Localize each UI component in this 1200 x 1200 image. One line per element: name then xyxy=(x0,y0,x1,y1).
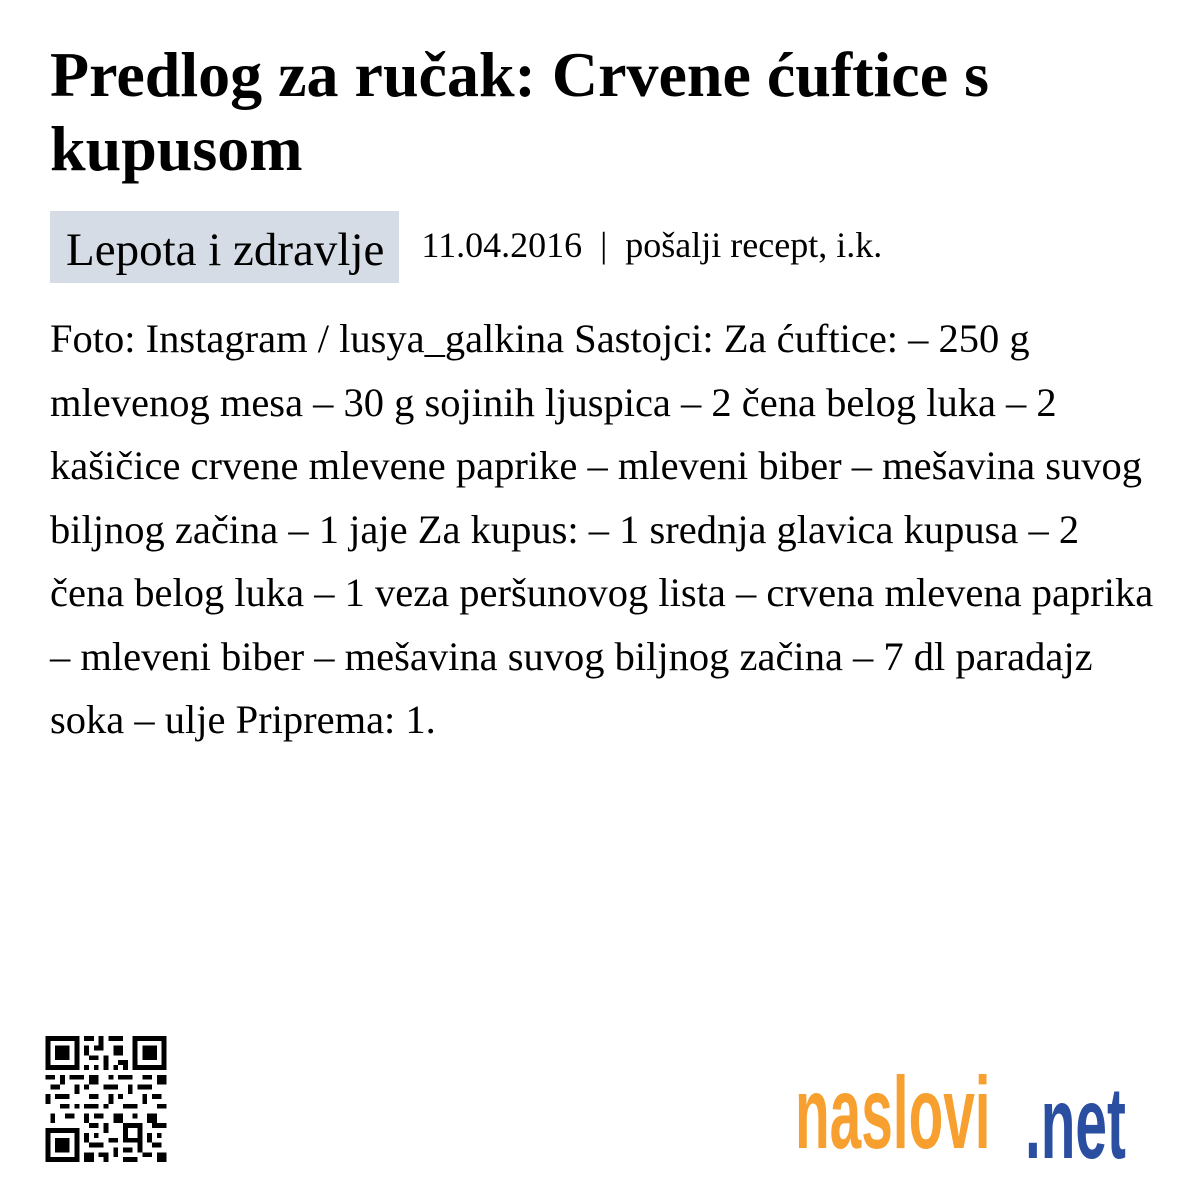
logo-text-net: .net xyxy=(1025,1065,1126,1172)
category-badge[interactable]: Lepota i zdravlje xyxy=(50,211,399,283)
article-date: 11.04.2016 xyxy=(421,225,583,265)
meta-separator: | xyxy=(600,225,608,265)
article-source: pošalji recept, i.k. xyxy=(625,225,883,265)
naslovi-net-logo[interactable] xyxy=(795,1052,1175,1172)
qr-code-icon xyxy=(45,1036,167,1162)
article-title: Predlog za ručak: Crvene ćuftice s kupusom xyxy=(50,39,989,184)
article-meta xyxy=(50,211,882,283)
article-body: Foto: Instagram / lusya_galkina Sastojci: Za ćuftice: – 250 g mlevenog mesa – 30 g sojinih ljuspica – 2 čena belog luka – 2 kašičice crvene mlevene paprike – mleveni biber – mešavina suvog biljnog začina – 1 jaje Za kupus: – 1 srednja glavica kupusa – 2 čena belog luka – 1 veza peršunovog lista – crvena mlevena paprika – mleveni biber – mešavina suvog biljnog začina – 7 dl paradajz soka – ulje Priprema: 1. xyxy=(50,316,1154,742)
meta-info xyxy=(421,211,882,279)
logo-text-naslovi: naslovi xyxy=(795,1055,991,1171)
